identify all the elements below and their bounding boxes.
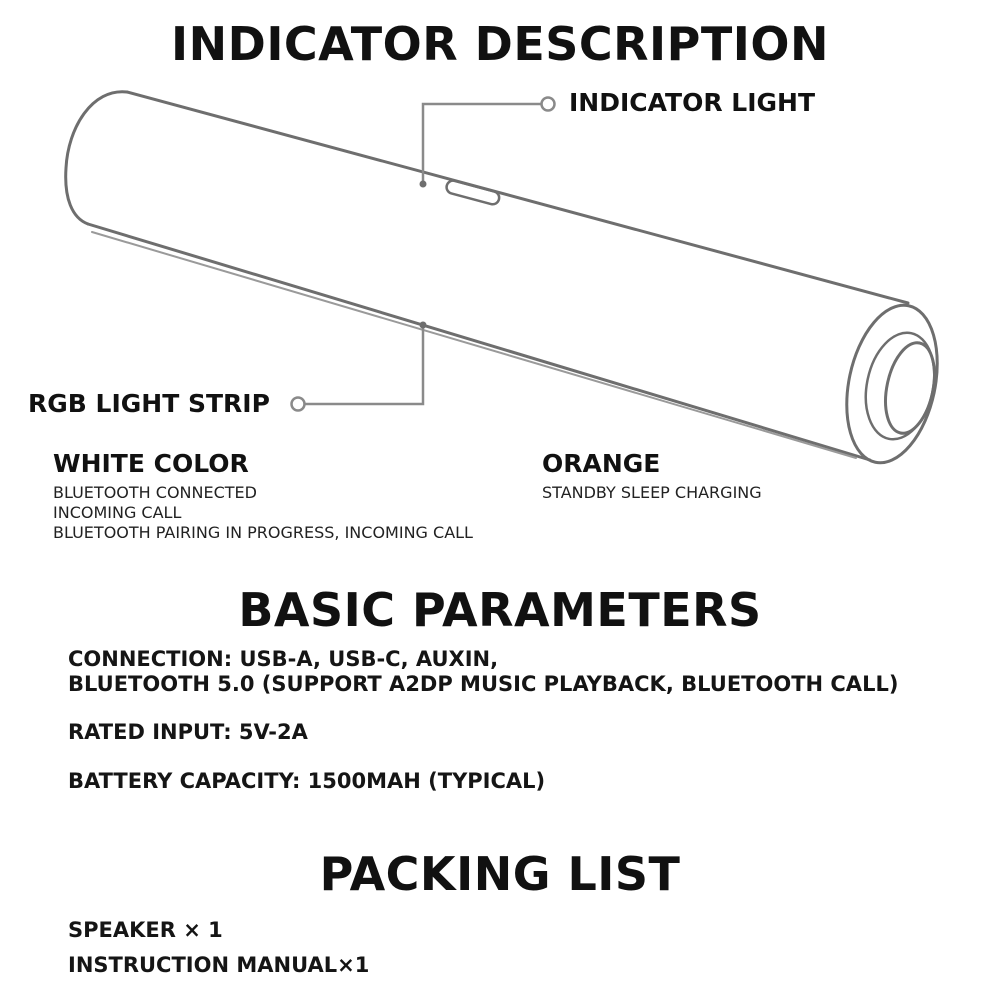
white-color-line: BLUETOOTH CONNECTED (53, 483, 257, 502)
indicator-description-title: INDICATOR DESCRIPTION (171, 17, 829, 71)
indicator-light-leader-line (423, 104, 541, 184)
rgb-strip-callout-circle (292, 398, 305, 411)
packing-list-title: PACKING LIST (319, 847, 681, 901)
orange-color-descriptions (542, 483, 762, 503)
speaker-bottom-edge (88, 224, 870, 460)
speaker-left-end-cap (66, 92, 127, 224)
basic-parameters-title: BASIC PARAMETERS (238, 583, 762, 637)
speaker-button (445, 179, 501, 206)
white-color-block (53, 449, 473, 543)
white-color-heading: WHITE COLOR (53, 449, 249, 478)
rgb-strip-leader-line (304, 325, 423, 404)
packing-list-item: INSTRUCTION MANUAL×1 (68, 953, 370, 977)
rgb-strip-dot (420, 322, 427, 329)
white-color-line: INCOMING CALL (53, 503, 182, 522)
white-color-line: BLUETOOTH PAIRING IN PROGRESS, INCOMING CALL (53, 523, 473, 542)
packing-list-item: SPEAKER × 1 (68, 918, 223, 942)
rated-input-parameter: RATED INPUT: 5V-2A (68, 720, 308, 744)
speaker-right-end-knob (878, 338, 942, 438)
indicator-light-dot (420, 181, 427, 188)
indicator-light-callout-circle (542, 98, 555, 111)
connection-line: CONNECTION: USB-A, USB-C, AUXIN, (68, 647, 499, 671)
white-color-descriptions (53, 483, 473, 543)
rgb-light-strip-line (92, 232, 856, 458)
orange-color-block (542, 449, 762, 503)
rgb-light-strip-label: RGB LIGHT STRIP (28, 389, 270, 418)
battery-capacity-parameter: BATTERY CAPACITY: 1500MAH (TYPICAL) (68, 769, 546, 793)
orange-color-line: STANDBY SLEEP CHARGING (542, 483, 762, 502)
speaker-right-end-ring (856, 326, 943, 445)
connection-line: BLUETOOTH 5.0 (SUPPORT A2DP MUSIC PLAYBACK, BLUETOOTH CALL) (68, 672, 899, 696)
indicator-light-label: INDICATOR LIGHT (569, 88, 816, 117)
orange-color-heading: ORANGE (542, 449, 661, 478)
connection-parameter (68, 647, 898, 697)
